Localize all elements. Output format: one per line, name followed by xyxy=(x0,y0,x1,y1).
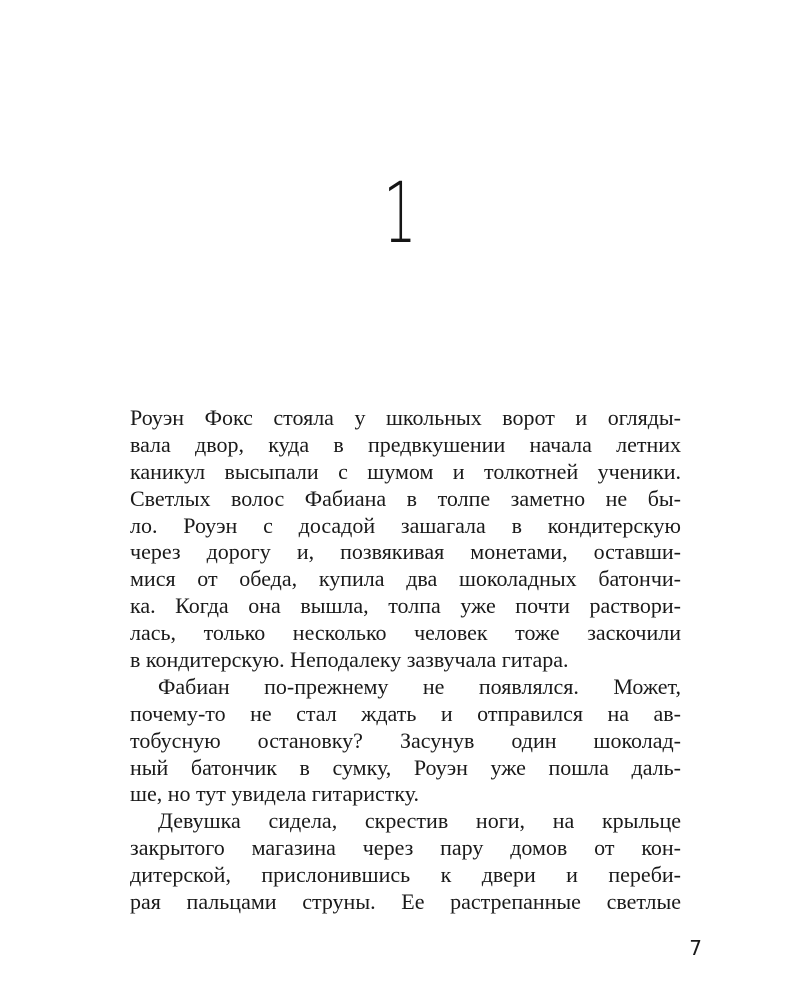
text-line: закрытого магазина через пару домов от кон- xyxy=(130,835,681,861)
text-line: Роуэн Фокс стояла у школьных ворот и огляды- xyxy=(130,405,681,430)
text-line: рая пальцами струны. Ее растрепанные светлые xyxy=(130,889,681,915)
text-line: Светлых волос Фабиана в толпе заметно не бы- xyxy=(130,485,681,511)
paragraph xyxy=(130,674,681,808)
text-line: мися от обеда, купила два шоколадных батончи- xyxy=(130,566,681,592)
text-line: ный батончик в сумку, Роуэн уже пошла даль- xyxy=(130,754,681,780)
body-text xyxy=(130,405,681,916)
text-line: дитерской, прислонившись к двери и переби- xyxy=(130,862,681,888)
text-line: Фабиан по-прежнему не появлялся. Может, xyxy=(158,673,681,699)
page-number: 7 xyxy=(689,936,702,960)
text-line: ше, но тут увидела гитаристку. xyxy=(130,781,420,807)
paragraph xyxy=(130,808,681,916)
text-line: тобусную остановку? Засунув один шоколад- xyxy=(130,727,681,753)
text-line: ка. Когда она вышла, толпа уже почти раствори- xyxy=(130,593,681,619)
text-line: почему-то не стал ждать и отправился на ав- xyxy=(130,700,681,726)
text-line: ло. Роуэн с досадой зашагала в кондитерскую xyxy=(130,512,681,538)
chapter-number: 1 xyxy=(383,164,417,262)
text-line: каникул высыпали с шумом и толкотней ученики. xyxy=(130,458,681,484)
text-line: Девушка сидела, скрестив ноги, на крыльце xyxy=(158,808,681,834)
text-line: в кондитерскую. Неподалеку зазвучала гитара. xyxy=(130,647,569,673)
text-line: через дорогу и, позвякивая монетами, оставши- xyxy=(130,539,681,565)
text-line: вала двор, куда в предвкушении начала летних xyxy=(130,431,681,457)
text-line: лась, только несколько человек тоже заскочили xyxy=(130,620,681,646)
paragraph xyxy=(130,405,681,674)
